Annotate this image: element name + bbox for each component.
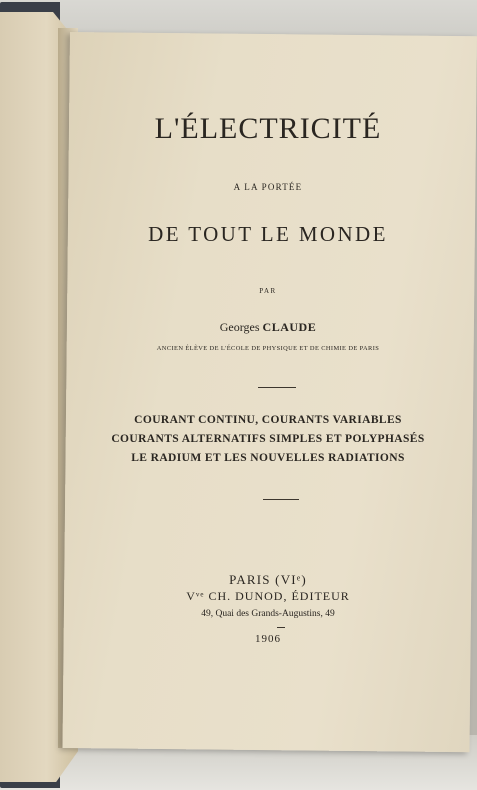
- publisher-name: Vᵛᵉ CH. DUNOD, ÉDITEUR: [186, 589, 350, 603]
- by-label: PAR: [259, 287, 277, 295]
- title-page-text: [58, 0, 477, 760]
- author-first-name: Georges: [219, 320, 260, 334]
- publication-city: PARIS (VIᵉ): [229, 572, 307, 587]
- author-last-name: CLAUDE: [262, 320, 317, 334]
- author-credentials: ANCIEN ÉLÈVE DE L'ÉCOLE DE PHYSIQUE ET DE CHIMIE DE PARIS: [156, 345, 380, 352]
- publication-year: 1906: [255, 633, 281, 645]
- divider-rule: [258, 387, 296, 388]
- author-name: [58, 320, 477, 335]
- publisher-address: 49, Quai des Grands-Augustins, 49: [201, 609, 335, 619]
- topic-line: COURANT CONTINU, COURANTS VARIABLES: [134, 414, 402, 426]
- divider-rule: [263, 499, 299, 500]
- book-title-line2: DE TOUT LE MONDE: [148, 222, 388, 246]
- divider-rule: [277, 627, 285, 628]
- book-subtitle: A LA PORTÉE: [233, 182, 303, 192]
- book-title: L'ÉLECTRICITÉ: [154, 112, 382, 145]
- topic-line: COURANTS ALTERNATIFS SIMPLES ET POLYPHASÉS: [111, 433, 425, 445]
- topic-line: LE RADIUM ET LES NOUVELLES RADIATIONS: [131, 452, 405, 464]
